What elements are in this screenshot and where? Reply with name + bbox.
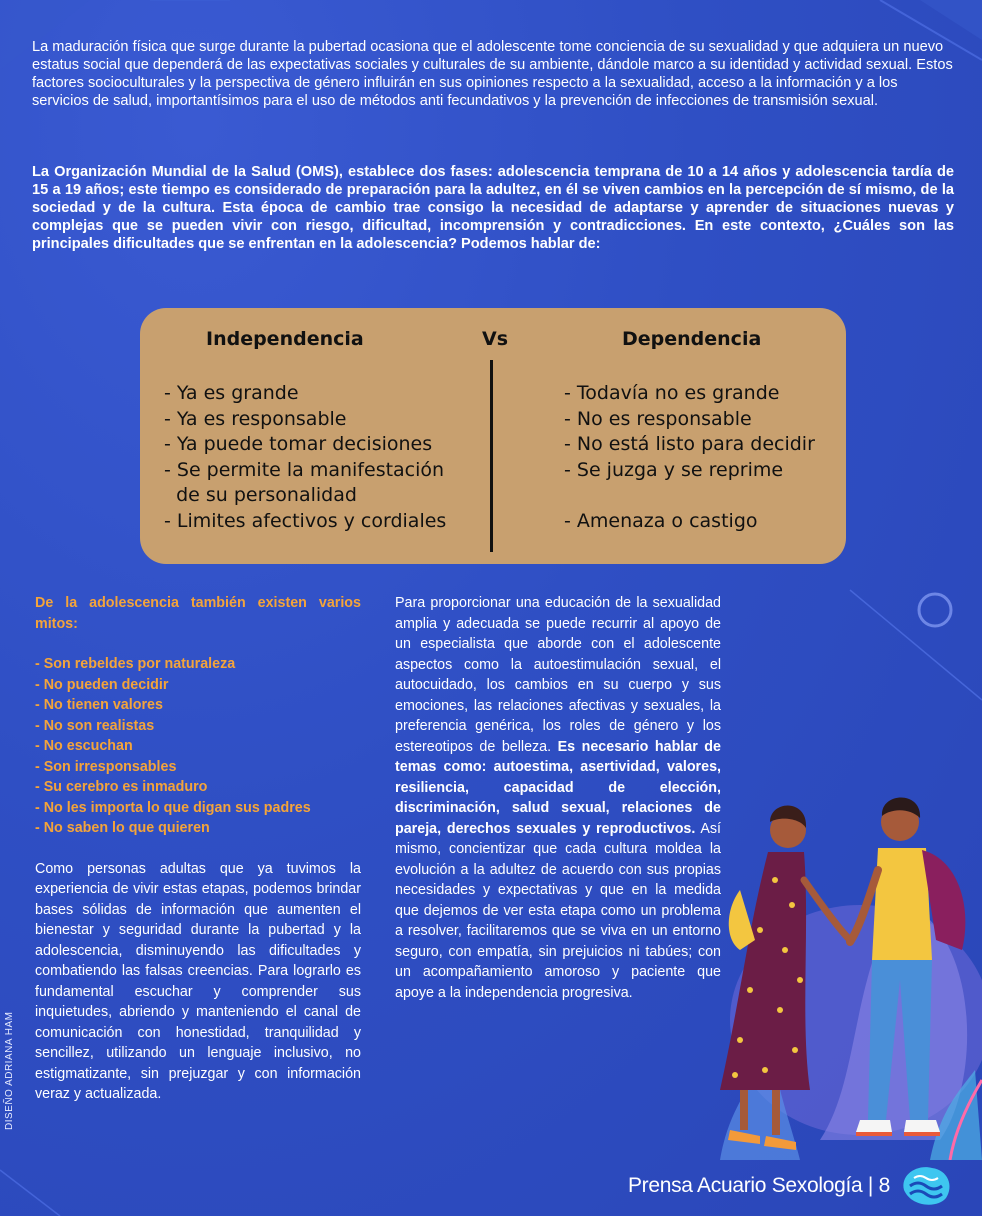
left-column [35,593,361,1105]
myth-item: - No escuchan [35,738,133,754]
dependence-item [564,483,815,509]
culture-text: Así mismo, concientizar que cada cultura moldea la evolución a la adultez de acuerdo con sus propias necesidades y expectativas y que en la medida que dejemos de ver esta etapa como un problema a resolver, facilitaremos que se viva en un entorno seguro, con empatía, sin prejuicios ni tabúes; con un acompañamiento amoroso y paciente que apoye a la independencia progresiva. [395,820,721,1001]
myth-item: - No saben lo que quieren [35,820,210,836]
footer-text: Prensa Acuario Sexología | 8 [627,1174,890,1197]
dependence-item: - No está listo para decidir [564,433,815,455]
independence-item: - Se permite la manifestación [164,458,445,481]
independence-item: - Ya puede tomar decisiones [164,433,433,455]
topics-text: Es necesario hablar de temas como: autoestima, asertividad, valores, resiliencia, capacidad de elección, discriminación, salud sexual, relaciones de pareja, derechos sexuales y reproductivos. [395,738,721,837]
dependence-item: - Amenaza o castigo [564,509,758,532]
myths-heading: De la adolescencia también existen varios mitos: [35,595,361,632]
myths-list [35,654,361,839]
right-column [395,593,721,1003]
myth-item: - No les importa lo que digan sus padres [35,799,311,816]
acuario-logo-icon [898,1160,954,1210]
independence-item: de su personalidad [164,484,357,506]
myth-item: - Son irresponsables [35,758,177,775]
independence-item: - Ya es grande [164,382,299,404]
design-credit: DISEÑO ADRIANA HAM [4,1011,15,1130]
couple-illustration [700,780,982,1160]
dependence-list [564,381,815,534]
education-paragraph [395,593,721,1003]
vs-label: Vs [482,328,509,350]
independence-title: Independencia [206,328,364,350]
intro-paragraph: La maduración física que surge durante la pubertad ocasiona que el adolescente tome conciencia de su sexualidad y que adquiera un nuevo estatus social que dependerá de las expectativas sociales y culturales de su ambiente, dándole marco a su identidad y actividad sexual. Estos factores socioculturales y la perspectiva de género influirán en sus opiniones respecto a la sexualidad, acceso a la información y a los servicios de salud, importantísimos para el uso de métodos anti fecundativos y la prevención de infecciones de transmisión sexual. [32,39,953,109]
adults-paragraph: Como personas adultas que ya tuvimos la experiencia de vivir estas etapas, podemos brindar bases sólidas de información que aumenten el bienestar y seguridad durante la pubertad y la adolescencia, disminuyendo las dificultades y combatiendo las falsas creencias. Para lograrlo es fundamental escuchar y comprender sus inquietudes, abriendo y manteniendo el canal de comunicación con honestidad, tranquilidad y sencillez, utilizando un lenguaje inclusivo, no estigmatizante, sin prejuzgar y con información veraz y actualizada. [35,860,361,1102]
independence-item: - Limites afectivos y cordiales [164,509,447,532]
dependence-item: - Todavía no es grande [564,382,780,404]
education-text: Para proporcionar una educación de la sexualidad amplia y adecuada se puede recurrir al apoyo de un especialista que aborde con el adolescente aspectos como la autoestimulación sexual, el autocuidado, los cambios en su cuerpo y sus emociones, las relaciones afectivas y sexuales, la preferencia genérica, los roles de género y los estereotipos de belleza. [395,595,721,755]
myth-item: - Son rebeldes por naturaleza [35,656,236,672]
dependence-item: - Se juzga y se reprime [564,458,784,481]
myth-item: - Su cerebro es inmaduro [35,779,208,795]
dependence-title: Dependencia [622,328,762,350]
independence-list [164,381,446,534]
myth-item: - No tienen valores [35,697,163,713]
myth-item: - No pueden decidir [35,676,169,693]
dependence-item: - No es responsable [564,407,752,430]
comparison-box [140,308,846,564]
divider-line [490,360,493,552]
oms-paragraph: La Organización Mundial de la Salud (OMS), establece dos fases: adolescencia temprana de 10 a 14 años y adolescencia tardía de 15 a 19 años; este tiempo es considerado de preparación para la adultez, en él se viven cambios en la percepción de sí mismo, de la sociedad y de la cultura. Esta época de cambio trae consigo la necesidad de adaptarse y aprender de situaciones nuevas y complejas que se pueden vivir con riesgo, dificultad, incomprensión y contradicciones. En este contexto, ¿Cuáles son las principales dificultades que se enfrentan en la adolescencia? Podemos hablar de: [32,164,954,252]
myth-item: - No son realistas [35,717,155,734]
independence-item: - Ya es responsable [164,407,347,430]
